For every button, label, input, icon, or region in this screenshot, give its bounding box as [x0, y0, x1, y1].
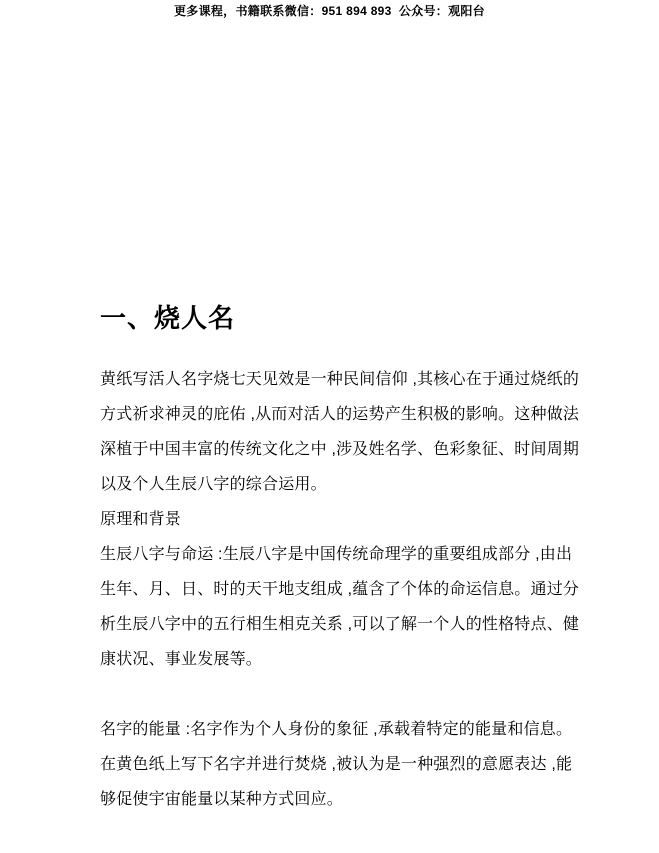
paragraph-line: 在黄色纸上写下名字并进行焚烧 ,被认为是一种强烈的意愿表达 ,能 [100, 756, 573, 773]
paragraph-line: 康状况、事业发展等。 [100, 651, 263, 668]
paragraph-line: 生年、月、日、时的天干地支组成 ,蕴含了个体的命运信息。通过分 [100, 581, 580, 598]
paragraph-line: 够促使宇宙能量以某种方式回应。 [100, 791, 344, 808]
paragraph-line: 生辰八字与命运 :生辰八字是中国传统命理学的重要组成部分 ,由出 [100, 546, 573, 563]
paragraph-line: 方式祈求神灵的庇佑 ,从而对活人的运势产生积极的影响。这种做法 [100, 406, 580, 423]
paragraph-line: 原理和背景 [100, 511, 182, 528]
section-heading: 一、烧人名 [100, 303, 236, 333]
paragraph-3 [100, 537, 580, 677]
paragraph-1 [100, 362, 580, 502]
paragraph-2-subheading [100, 502, 575, 537]
page-header-note: 更多课程，书籍联系微信：951 894 893 公众号：观阳台 [173, 4, 485, 18]
paragraph-line: 名字的能量 :名字作为个人身份的象征 ,承载着特定的能量和信息。 [100, 721, 573, 738]
paragraph-line: 黄纸写活人名字烧七天见效是一种民间信仰 ,其核心在于通过烧纸的 [100, 371, 580, 388]
paragraph-4 [100, 712, 575, 817]
paragraph-line: 析生辰八字中的五行相生相克关系 ,可以了解一个人的性格特点、健 [100, 616, 580, 633]
paragraph-line: 深植于中国丰富的传统文化之中 ,涉及姓名学、色彩象征、时间周期 [100, 441, 580, 458]
document-body [100, 362, 580, 817]
paragraph-line: 以及个人生辰八字的综合运用。 [100, 476, 327, 493]
